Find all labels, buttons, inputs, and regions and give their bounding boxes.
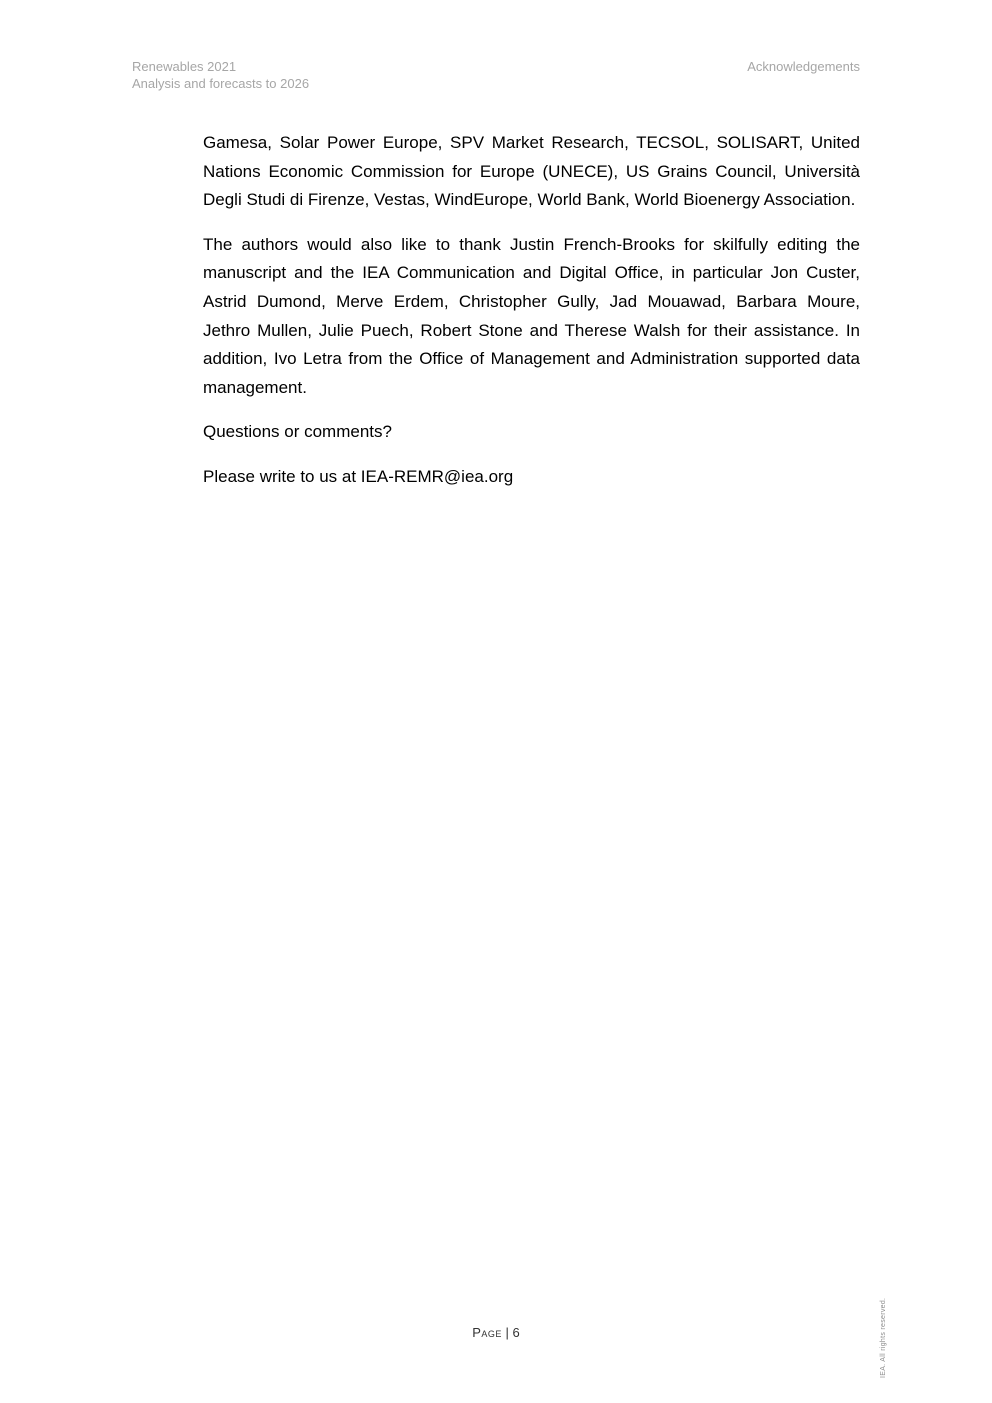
acknowledgements-paragraph-2: The authors would also like to thank Justin French-Brooks for skilfully editing the manuscript and the IEA Communication and Digital Office, in particular Jon Custer, Astrid Dumond, Merve Erdem, Christopher Gully, Jad Mouawad, Barbara Moure, Jethro Mullen, Julie Puech, Robert Stone and Therese Walsh for their assistance. In addition, Ivo Letra from the Office of Management and Administration supported data management.	[203, 234, 860, 397]
questions-prompt: Questions or comments?	[203, 422, 392, 442]
page-separator: |	[505, 1325, 509, 1340]
report-title: Renewables 2021	[132, 59, 237, 74]
running-header-left	[132, 58, 309, 92]
report-subtitle: Analysis and forecasts to 2026	[132, 76, 310, 91]
acknowledgements-paragraph-1: Gamesa, Solar Power Europe, SPV Market Research, TECSOL, SOLISART, United Nations Economic Commission for Europe (UNECE), US Grains Council, Università Degli Studi di Firenze, Vestas, WindEurope, World Bank, World Bioenergy Association.	[203, 133, 860, 210]
page-number: 6	[512, 1325, 520, 1340]
contact-line: Please write to us at IEA-REMR@iea.org	[203, 466, 514, 486]
page-footer	[0, 1325, 992, 1340]
page-label: Page	[472, 1325, 502, 1340]
section-title: Acknowledgements	[747, 59, 860, 74]
copyright-notice: IEA. All rights reserved.	[880, 1297, 887, 1378]
acknowledgements-body	[203, 129, 860, 508]
